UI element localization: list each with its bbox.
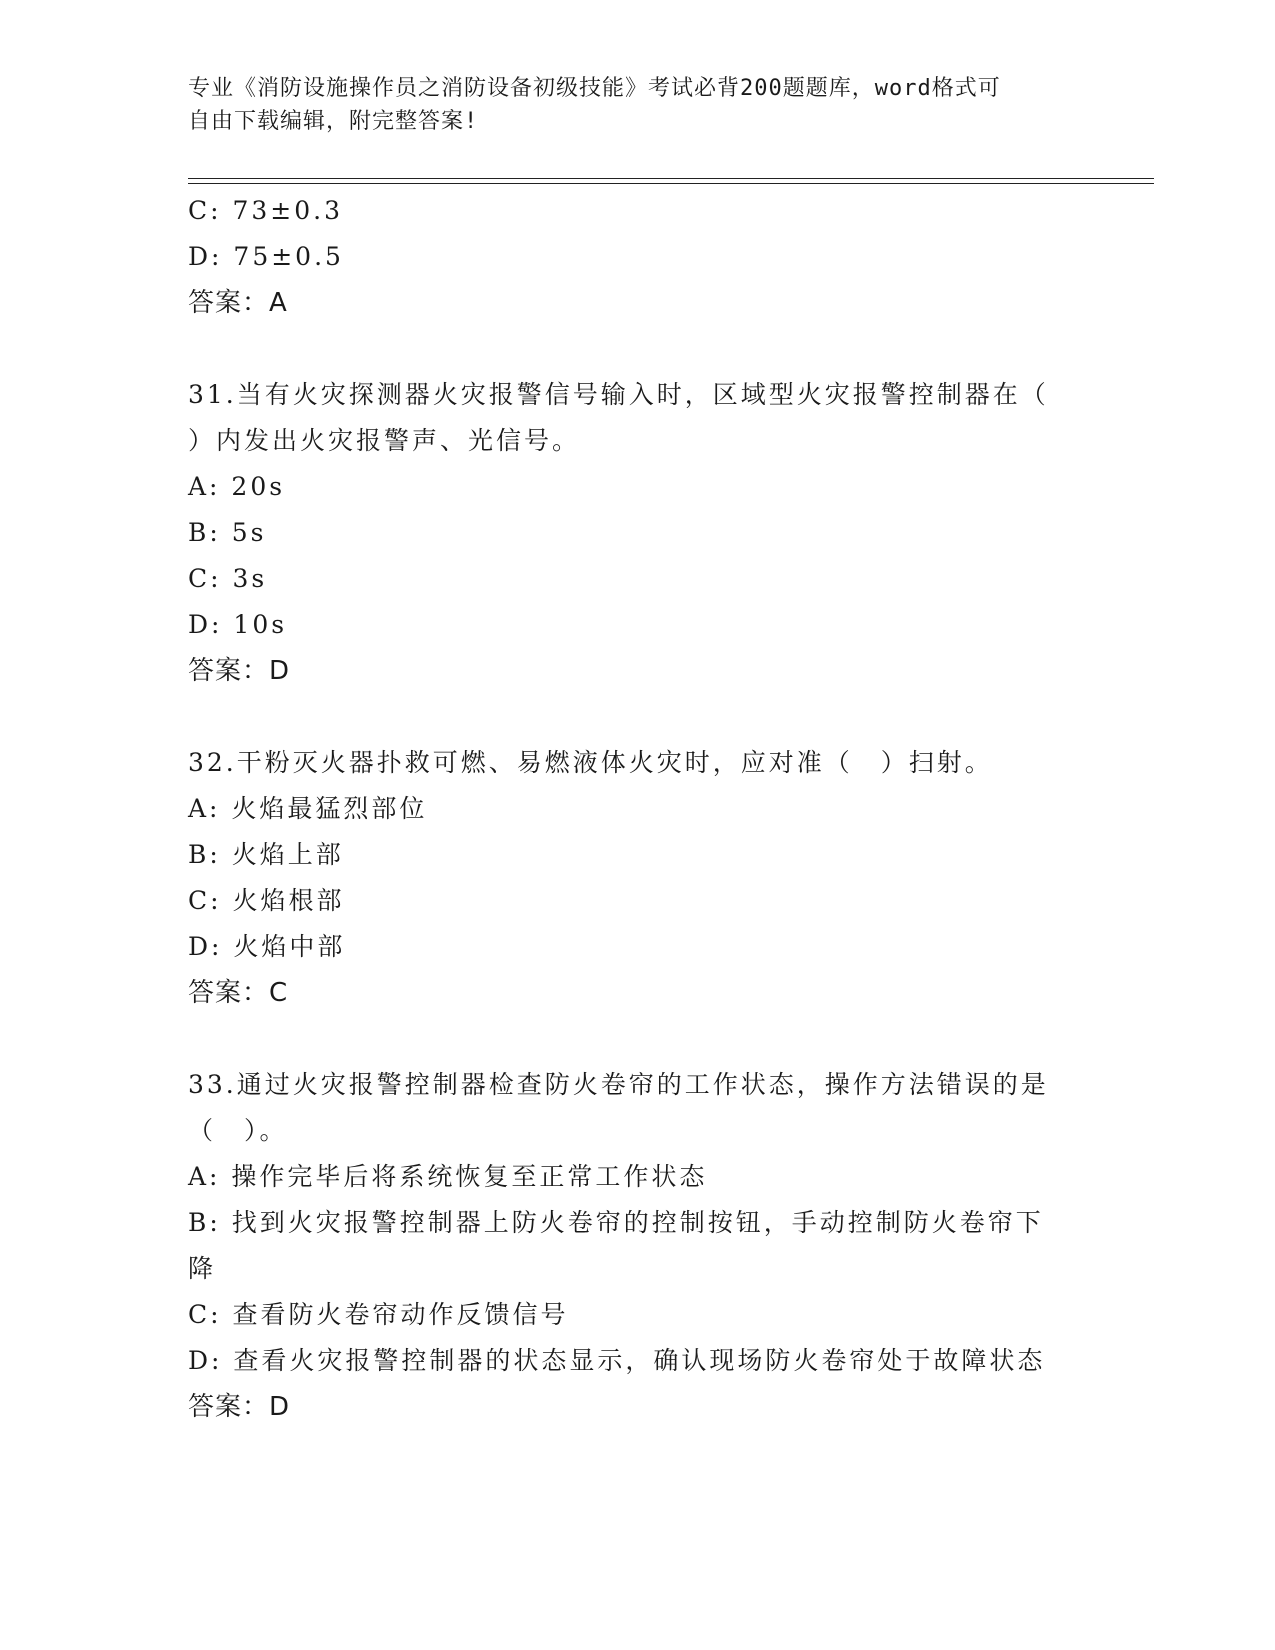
question-31 bbox=[188, 372, 1088, 694]
spacer bbox=[188, 694, 1088, 740]
option-a: A: 20s bbox=[188, 472, 286, 501]
answer: 答案：C bbox=[188, 978, 289, 1008]
header-rule-bottom bbox=[188, 183, 1154, 184]
option-b-cont: 降 bbox=[188, 1254, 217, 1283]
question-stem: 33.通过火灾报警控制器检查防火卷帘的工作状态，操作方法错误的是 bbox=[188, 1070, 1049, 1099]
answer: 答案：D bbox=[188, 1392, 291, 1422]
option-c: C: 查看防火卷帘动作反馈信号 bbox=[188, 1300, 569, 1329]
question-33 bbox=[188, 1062, 1088, 1430]
header-rule-top bbox=[188, 178, 1154, 179]
option-a: A: 火焰最猛烈部位 bbox=[188, 794, 428, 823]
header-line-2: 自由下载编辑，附完整答案! bbox=[188, 109, 479, 134]
prev-option-d: D: 75±0.5 bbox=[188, 242, 344, 271]
document-header bbox=[188, 72, 1068, 138]
question-stem: 32.干粉灭火器扑救可燃、易燃液体火灾时，应对准（ ）扫射。 bbox=[188, 748, 993, 777]
question-stem-cont: ）内发出火灾报警声、光信号。 bbox=[188, 426, 581, 455]
answer: 答案：D bbox=[188, 656, 291, 686]
header-line-1: 专业《消防设施操作员之消防设备初级技能》考试必背200题题库，word格式可 bbox=[188, 76, 1001, 101]
option-b: B: 找到火灾报警控制器上防火卷帘的控制按钮，手动控制防火卷帘下 bbox=[188, 1208, 1044, 1237]
question-content bbox=[188, 188, 1088, 1430]
option-b: B: 5s bbox=[188, 518, 267, 547]
option-c: C: 火焰根部 bbox=[188, 886, 345, 915]
option-d: D: 10s bbox=[188, 610, 288, 639]
question-stem-cont: （ ）。 bbox=[188, 1116, 288, 1145]
question-32 bbox=[188, 740, 1088, 1016]
option-d: D: 火焰中部 bbox=[188, 932, 346, 961]
question-stem: 31.当有火灾探测器火灾报警信号输入时，区域型火灾报警控制器在（ bbox=[188, 380, 1049, 409]
prev-option-c: C: 73±0.3 bbox=[188, 196, 344, 225]
spacer bbox=[188, 326, 1088, 372]
spacer bbox=[188, 1016, 1088, 1062]
option-c: C: 3s bbox=[188, 564, 268, 593]
option-d: D: 查看火灾报警控制器的状态显示，确认现场防火卷帘处于故障状态 bbox=[188, 1346, 1046, 1375]
option-a: A: 操作完毕后将系统恢复至正常工作状态 bbox=[188, 1162, 708, 1191]
prev-answer: 答案：A bbox=[188, 288, 288, 318]
option-b: B: 火焰上部 bbox=[188, 840, 344, 869]
